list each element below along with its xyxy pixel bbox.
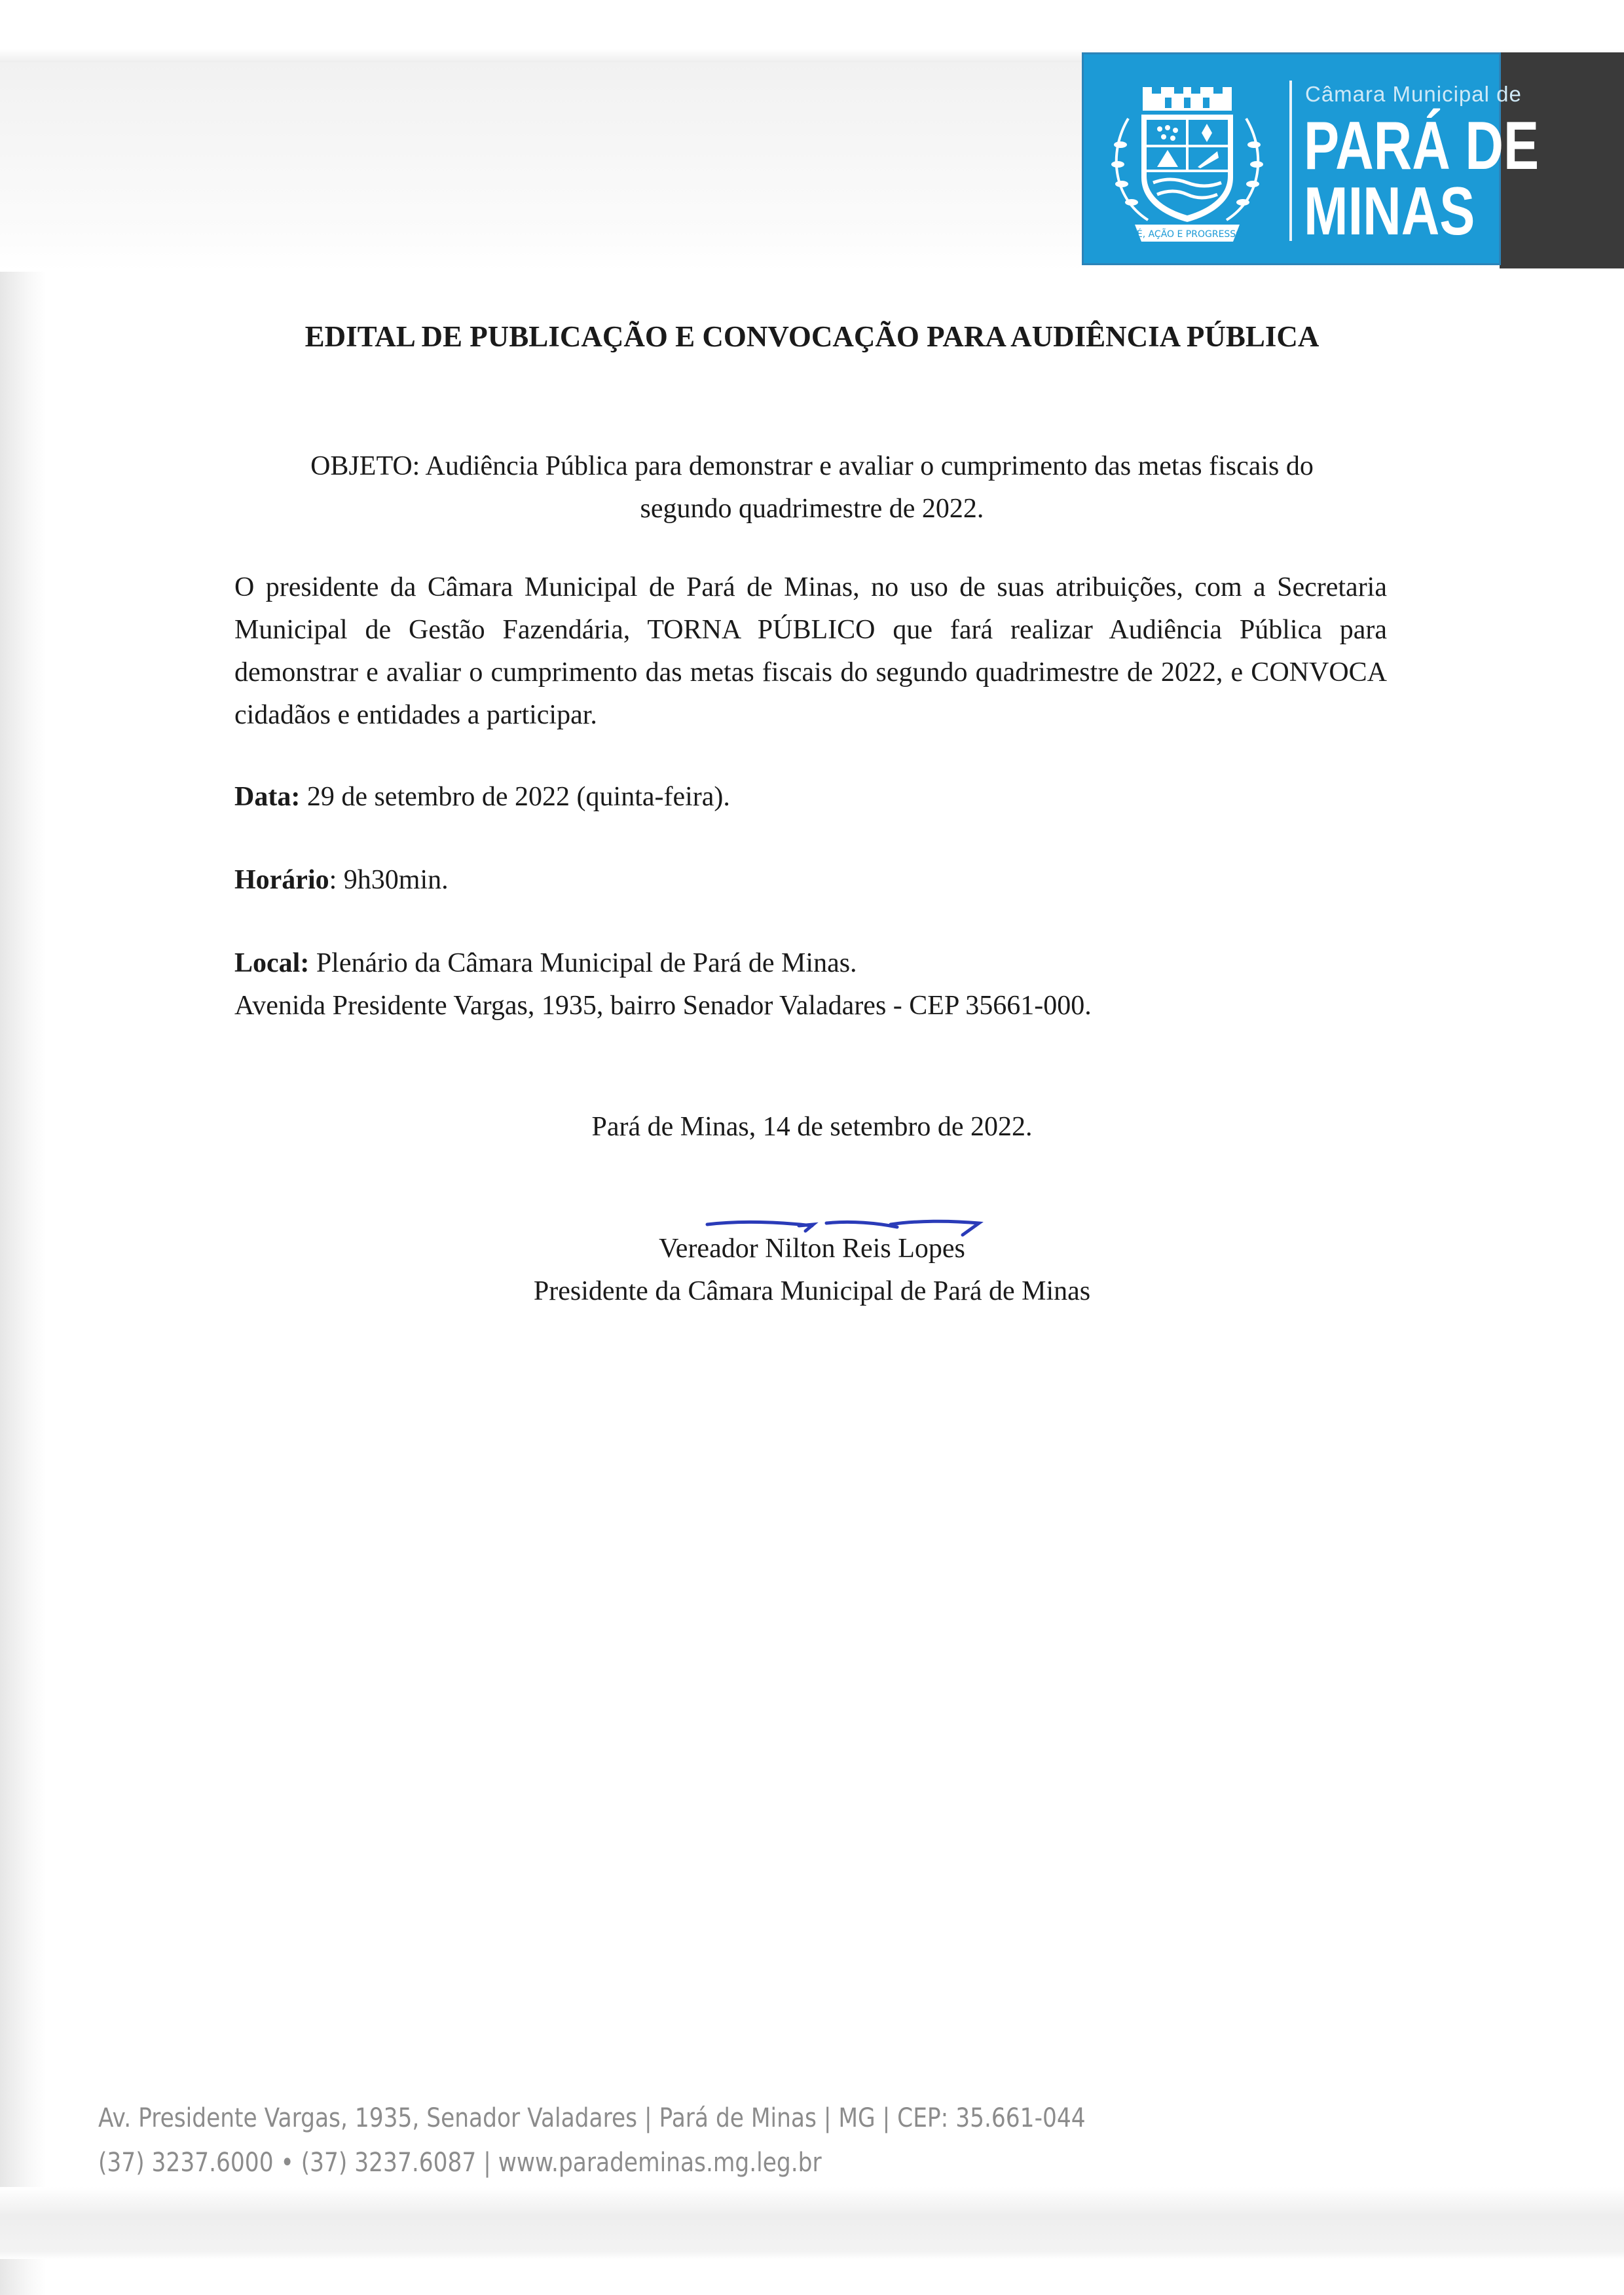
body-paragraph: O presidente da Câmara Municipal de Pará de Minas, no uso de suas atribuições, com a Secretaria Municipal de Gestão Fazendária, TORNA PÚBLICO que fará realizar Audiência Pública para demonstrar e avaliar o cumprimento das metas fiscais do segundo quadrimestre de 2022, e CONVOCA cidadãos e entidades a participar.: [234, 572, 1387, 730]
logo-line-2: MINAS: [1304, 174, 1475, 249]
objeto-line-1: OBJETO: Audiência Pública para demonstrar e avaliar o cumprimento das metas fiscais do: [310, 451, 1314, 481]
footer-contacts: (37) 3237.6000 • (37) 3237.6087 | www.parademinas.mg.leg.br: [98, 2148, 822, 2178]
data-line: [234, 781, 730, 813]
objeto-line-2: segundo quadrimestre de 2022.: [640, 494, 984, 524]
logo-divider: [1289, 81, 1292, 241]
footer-address: Av. Presidente Vargas, 1935, Senador Valadares | Pará de Minas | MG | CEP: 35.661-044: [98, 2103, 1086, 2133]
horario-value: : 9h30min.: [329, 865, 449, 895]
data-label: Data:: [234, 782, 301, 812]
scan-shadow-bottom: [0, 2187, 1624, 2259]
local-value: Plenário da Câmara Municipal de Pará de Minas.: [309, 948, 857, 978]
horario-label: Horário: [234, 865, 329, 895]
place-date: Pará de Minas, 14 de setembro de 2022.: [591, 1112, 1033, 1142]
camara-logo: [1082, 52, 1540, 265]
local-line: [234, 947, 857, 979]
logo-small-text: Câmara Municipal de: [1305, 82, 1522, 106]
signatory-name: Vereador Nilton Reis Lopes: [659, 1234, 965, 1264]
crest-motto: FÉ, AÇÃO E PROGRESSO: [1131, 229, 1244, 240]
data-value: 29 de setembro de 2022 (quinta-feira).: [300, 782, 730, 812]
objeto-block: [223, 445, 1401, 530]
local-label: Local:: [234, 948, 310, 978]
signatory-role: Presidente da Câmara Municipal de Pará de Minas: [533, 1276, 1091, 1306]
horario-line: [234, 864, 449, 896]
document-title: EDITAL DE PUBLICAÇÃO E CONVOCAÇÃO PARA AUDIÊNCIA PÚBLICA: [304, 320, 1320, 353]
address-line: Avenida Presidente Vargas, 1935, bairro Senador Valadares - CEP 35661-000.: [234, 991, 1092, 1021]
coat-of-arms-icon: [1102, 73, 1272, 249]
logo-line-1: PARÁ DE: [1304, 108, 1540, 184]
